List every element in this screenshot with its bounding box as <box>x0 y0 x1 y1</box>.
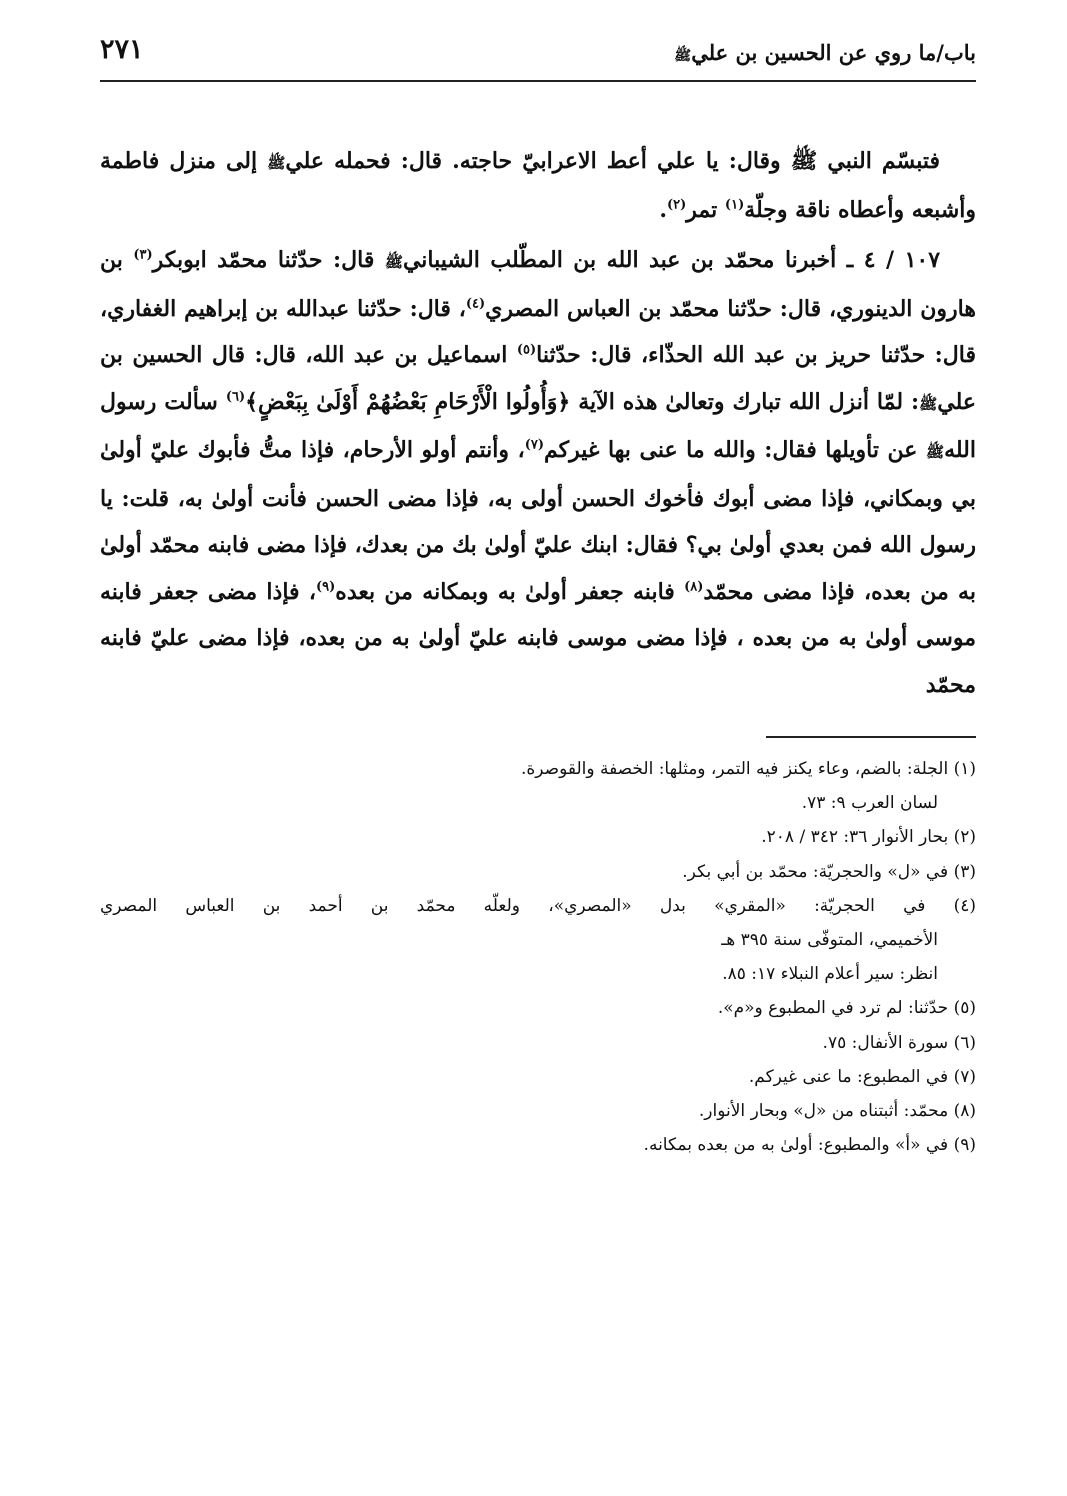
paragraph-2 <box>100 237 976 708</box>
footnote: (١) الجلة: بالضم، وعاء يكنز فيه التمر، ومثلها: الخصفة والقوصرة. <box>520 759 976 779</box>
text-run: إلى منزل فاطمة وأشبعه وأعطاه ناقة وجلّة <box>100 148 976 223</box>
honorific-glyph: ﷺ <box>919 394 938 413</box>
text-run: عن تأويلها فقال: والله ما عنى بها غيركم <box>544 437 926 463</box>
footnote: (٣) في «ل» والحجريّة: محمّد بن أبي بكر. <box>682 861 976 882</box>
footnote-marker[interactable]: (٦) <box>225 389 246 405</box>
footnote: انظر: سير أعلام النبلاء ١٧: ٨٥. <box>722 964 938 985</box>
footnote-divider <box>766 736 976 738</box>
running-title <box>674 40 976 67</box>
footnote-marker[interactable]: (٩) <box>316 579 336 595</box>
text-run: : لمّا أنزل الله تبارك وتعالىٰ هذه الآية <box>570 388 920 415</box>
text-run: سألت رسول الله <box>100 388 976 463</box>
book-page <box>100 26 976 1466</box>
footnote-marker[interactable]: (٣) <box>133 247 153 263</box>
footnote: (٩) في «أ» والمطبوع: أولىٰ به من بعده بمكانه. <box>643 1135 976 1156</box>
honorific-glyph: ﷺ <box>267 154 286 172</box>
text-run: ١٠٧ / ٤ ـ أخبرنا محمّد بن عبد الله بن المطّلب الشيباني <box>402 247 941 273</box>
text-run: قال: حدّثنا محمّد ابوبكر <box>152 247 385 273</box>
footnotes <box>100 752 976 1162</box>
footnote-marker[interactable]: (٧) <box>524 437 544 453</box>
footnote: لسان العرب ٩: ٧٣. <box>801 793 938 814</box>
text-run: فابنه جعفر أولىٰ به وبمكانه من بعده <box>335 578 685 605</box>
footnote: (٧) في المطبوع: ما عنى غيركم. <box>748 1066 976 1087</box>
paragraph-1 <box>100 138 976 233</box>
footnote: (٤) في الحجريّة: «المقري» بدل «المصري»، ولعلّه محمّد بن أحمد بن العباس المصري <box>100 895 976 916</box>
main-text <box>100 138 976 708</box>
footnote-marker[interactable]: (٤) <box>465 296 486 312</box>
honorific-glyph: ﷺ <box>384 253 403 271</box>
footnote: (٦) سورة الأنفال: ٧٥. <box>822 1032 976 1053</box>
text-run: ، قال: حدّثنا عبدالله بن إبراهيم الغفاري، قال: حدّثنا حريز بن عبد الله الحذّاء، قال: حدّثنا <box>100 295 976 368</box>
footnote-marker[interactable]: (٨) <box>684 579 704 595</box>
page-number: ٢٧١ <box>100 34 144 65</box>
quran-verse: ﴿وَأُولُوا الْأَرْحَامِ بَعْضُهُمْ أَوْلَىٰ بِبَعْضٍ﴾ <box>245 388 571 415</box>
text-run: . <box>659 196 667 223</box>
footnote: (٥) حدّثنا: لم ترد في المطبوع و«م». <box>717 998 976 1019</box>
footnote-marker[interactable]: (٥) <box>516 342 537 358</box>
running-head <box>100 26 976 82</box>
text-run: ، وأنتم أولو الأرحام، فإذا متُّ فأبوك عليّ أولىٰ بي وبمكاني، فإذا مضى أبوك فأخوك الحسن أولى به، فإذا مضى الحسن فأنت أولىٰ به، قلت: يا رسول الله فمن بعدي أولىٰ بي؟ فقال: ابنك عليّ أولىٰ بك من بعدك، فإذا مضى فابنه محمّد أولىٰ به من بعده، فإذا مضى محمّد <box>100 437 976 605</box>
text-run: اسماعيل بن عبد الله، قال: قال الحسين بن علي <box>100 342 977 415</box>
honorific-glyph: ﷺ <box>674 48 692 64</box>
footnote: (٢) بحار الأنوار ٣٦: ٣٤٢ / ٢٠٨. <box>761 827 976 848</box>
footnote: الأخميمي، المتوفّى سنة ٣٩٥ هـ <box>721 930 938 951</box>
footnote-marker[interactable]: (٢) <box>666 197 687 213</box>
text-run: ، فإذا مضى جعفر فابنه موسى أولىٰ به من بعده ، فإذا مضى موسى فابنه عليّ أولىٰ به من بعده، فإذا مضى عليّ فابنه محمّد <box>100 578 976 698</box>
footnote: (٨) محمّد: أثبتناه من «ل» وبحار الأنوار. <box>698 1101 976 1122</box>
text-run: تمر <box>686 196 725 223</box>
footnote-marker[interactable]: (١) <box>724 197 745 213</box>
honorific-glyph: ﷺ <box>925 443 945 461</box>
running-title-text: باب/ما روي عن الحسين بن علي <box>691 40 976 65</box>
text-run: فتبسّم النبي ﷺ وقال: يا علي أعط الاعرابيّ حاجته. قال: فحمله علي <box>285 148 940 174</box>
text-run: بن هارون الدينوري، قال: حدّثنا محمّد بن العباس المصري <box>100 247 976 322</box>
